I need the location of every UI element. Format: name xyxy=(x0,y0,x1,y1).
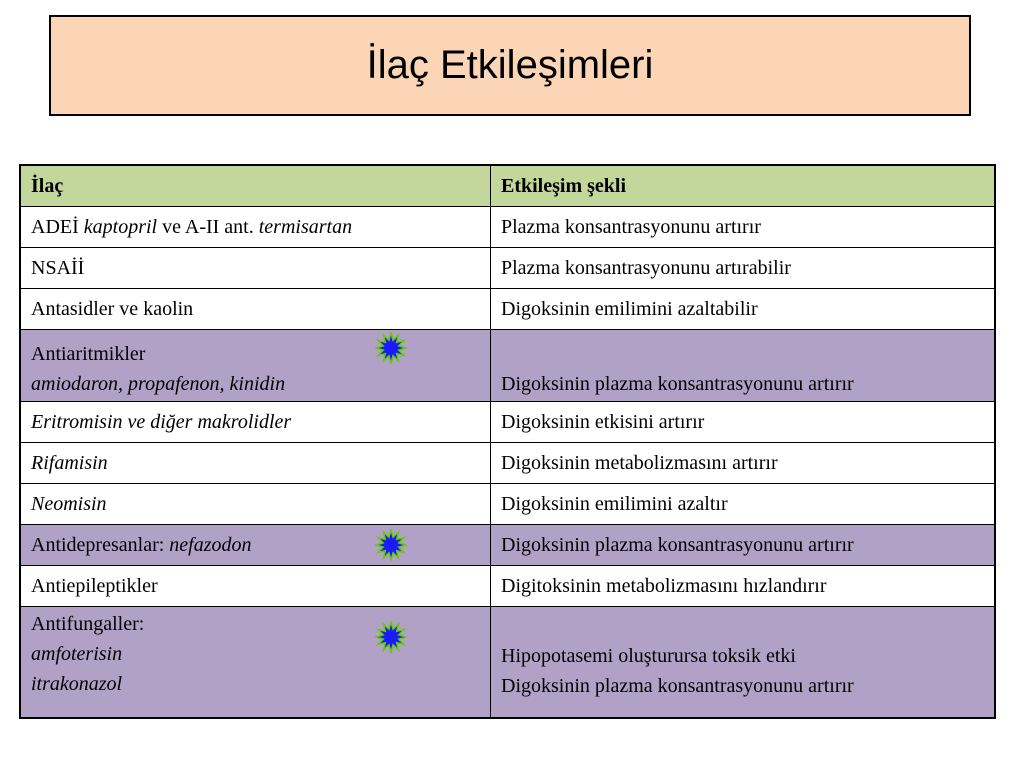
header-effect: Etkileşim şekli xyxy=(491,165,996,206)
table-row xyxy=(20,288,995,329)
table-row-highlighted xyxy=(20,329,995,401)
effect-cell: Digoksinin etkisini artırır xyxy=(491,401,996,442)
drug-cell xyxy=(20,329,491,401)
effect-cell: Digoksinin emilimini azaltabilir xyxy=(491,288,996,329)
drug-cell: NSAİİ xyxy=(20,247,491,288)
drug-member: amfoterisin xyxy=(31,642,123,665)
effect-cell: Digitoksinin metabolizmasını hızlandırır xyxy=(491,565,996,606)
drug-group: Antifungaller: xyxy=(31,612,145,635)
drug-cell xyxy=(20,606,491,718)
drug-interaction-table xyxy=(19,164,996,719)
table-header-row xyxy=(20,165,995,206)
drug-cell: ADEİ kaptopril ve A-II ant. termisartan xyxy=(20,206,491,247)
effect-cell: Digoksinin metabolizmasını artırır xyxy=(491,442,996,483)
drug-cell: Eritromisin ve diğer makrolidler xyxy=(20,401,491,442)
effect-cell: Digoksinin emilimini azaltır xyxy=(491,483,996,524)
table-row xyxy=(20,483,995,524)
page-title: İlaç Etkileşimleri xyxy=(366,43,654,87)
effect-cell: Plazma konsantrasyonunu artırabilir xyxy=(491,247,996,288)
table-row xyxy=(20,247,995,288)
header-drug: İlaç xyxy=(20,165,491,206)
drug-cell: Antidepresanlar: nefazodon xyxy=(20,524,491,565)
effect-cell xyxy=(491,606,996,718)
drug-cell: Neomisin xyxy=(20,483,491,524)
drug-cell: Rifamisin xyxy=(20,442,491,483)
effect-line: Digoksinin plazma konsantrasyonunu artırır xyxy=(501,675,854,697)
effect-line: Hipopotasemi oluşturursa toksik etki xyxy=(501,645,796,667)
table-row xyxy=(20,442,995,483)
table-row xyxy=(20,565,995,606)
effect-cell: Plazma konsantrasyonunu artırır xyxy=(491,206,996,247)
effect-cell: Digoksinin plazma konsantrasyonunu artırır xyxy=(491,329,996,401)
star-burst-icon xyxy=(375,332,407,364)
table-row-highlighted xyxy=(20,524,995,565)
drug-member: itrakonazol xyxy=(31,672,123,695)
table-row xyxy=(20,401,995,442)
drug-group: Antiaritmikler xyxy=(31,342,146,365)
drug-cell: Antasidler ve kaolin xyxy=(20,288,491,329)
drug-cell: Antiepileptikler xyxy=(20,565,491,606)
title-box xyxy=(49,15,971,116)
drug-members: amiodaron, propafenon, kinidin xyxy=(31,372,286,395)
star-burst-icon xyxy=(375,621,407,653)
table-row-highlighted xyxy=(20,606,995,718)
star-burst-icon xyxy=(375,529,407,561)
table-row xyxy=(20,206,995,247)
effect-cell: Digoksinin plazma konsantrasyonunu artırır xyxy=(491,524,996,565)
